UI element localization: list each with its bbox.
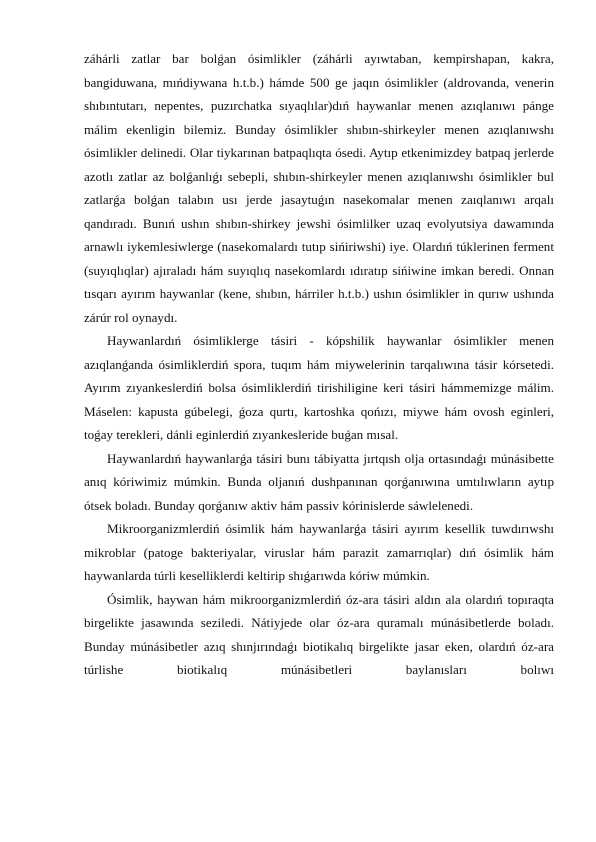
paragraph-animals-on-plants: Haywanlardıń ósimliklerge tásiri - kópshilik haywanlar ósimlikler menen azıqlanǵanda ósimliklerdiń spora, tuqım hám miywelerinin tarqalıwına tásir kórsetedi. Ayırım zıyankeslerdiń bolsa ósimliklerdiń tirishiligine keri tásiri hámmemizge málim. Máselen: kapusta gúbelegi, ǵoza qurtı, kartoshka qońızı, miywe hám ovosh eginleri, toǵay terekleri, dánli eginlerdiń zıyankesleride buǵan mısal. [84, 333, 554, 442]
paragraph-interactions: Ósimlik, haywan hám mikroorganizmlerdiń óz-ara tásiri aldın ala olardıń topıraqta birgelikte jasawında seziledi. Nátiyjede olar óz-ara quramalı múnásibetlerde boladı. Bunday múnásibetler azıq shınjırındaǵı biotikalıq birgelikte jasar eken, olardıń óz-ara túrlishe biotikalıq múnásibetleri baylanısları bolıwı [84, 591, 554, 677]
document-page [84, 47, 554, 682]
paragraph-microorganisms: Mikroorganizmlerdiń ósimlik hám haywanlarǵa tásiri ayırım kesellik tuwdırıwshı mikroblar (patoge bakteriyalar, viruslar hám parazit zamarrıqlar) dıń ósimlik hám haywanlarda túrli keselliklerdi keltirip shıǵarıwda kóriw múmkin. [84, 521, 554, 583]
paragraph-animals-on-animals: Haywanlardıń haywanlarǵa tásiri bunı tábiyatta jırtqısh olja ortasındaǵı múnásibette anıq kóriwimiz múmkin. Bunda oljanıń dushpanınan qorǵanıwına umtılıwların aytıp ótsek boladı. Bunday qorǵanıw aktiv hám passiv kórinislerde sáwlelenedi. [84, 450, 554, 513]
paragraph-carnivorous-plants: záhárli zatlar bar bolǵan ósimlikler (záhárli ayıwtaban, kempirshapan, kakra, bangiduwana, mıńdiywana h.t.b.) hámde 500 ge jaqın ósimlikler (aldrovanda, venerin shıbıntutarı, nepentes, puzırchatka sıyaqlılar)dıń haywanlar menen azıqlanıwı pánge málim ekenligin bilemiz. Bunday ósimlikler shıbın-shirkeyler menen azıqlanıwshı ósimlikler delinedi. Olar tiykarınan batpaqlıqta ósedi. Aytıp etkenimizdey batpaq jerlerde azotlı zatlar az bolǵanlıǵı sebepli, shıbın-shirkeyler menen azıqlanıwshı ósimlikler bul zatlarǵa bolǵan talabın usı jerde jasaytuǵın nasekomalar menen zaıqlanıwı arqalı qandıradı. Bunıń ushın shıbın-shirkey jewshi ósimlilker uzaq evolyutsiya dawamında arnawlı iykemlesiwlerge (nasekomalardı tutıp sińiriwshi) iye. Olardıń túklerinen ferment (suyıqlıqlar) ajıraladı hám suyıqlıq nasekomlardı ıdıratıp sińiwine imkan beredi. Onnan tısqarı ayırım haywanlar (kene, shıbın, hárriler h.t.b.) ushın ósimlikler in qurıw ushında zárúr rol oynaydı. [84, 51, 554, 325]
